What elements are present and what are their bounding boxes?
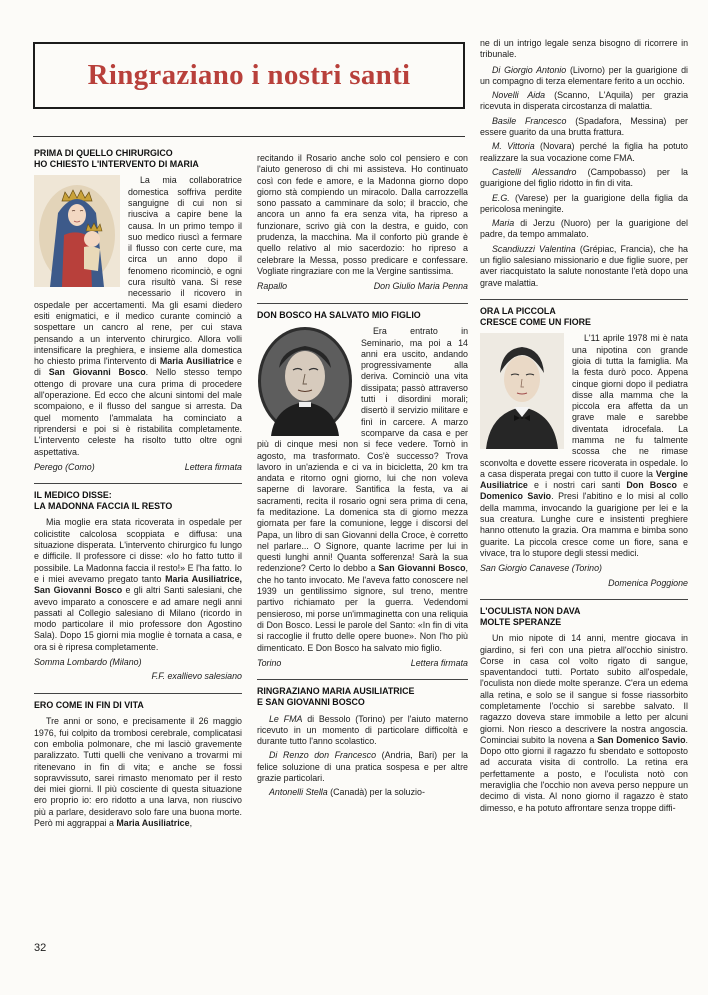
thanks-item: Castelli Alessandro (Campobasso) per la guarigione del figlio ridotto in fin di vita. — [480, 166, 688, 189]
signature — [34, 657, 242, 668]
section-heading — [257, 686, 468, 707]
story-text: La mia collaboratrice domestica soffriva perdite sanguigne di cui non si riusciva a capire bene la causa. In un primo tempo il suo medico riuscì a fermare il flusso con certe cure, ma circa un anno dopo il fenomeno ricominciò, e ogni cura risultò vana. Si rese necessario il ricovero in ospedale per accertamenti. Ma gli esami diedero esiti enigmatici, e il medico curante cominciò a sospettare un cancro al rene, per cui stava pensando a un intervento chirurgico. Allora volli intensificare la preghiera, e insieme alla domestica ho chiesto prima l'intervento di Maria Ausiliatrice e di San Giovanni Bosco. Nello stesso tempo ottengo di provare una cura prima di procedere all'operazione. Ed ecco che alcuni sintomi del male scompaiono, e il flusso del sangue si arresta. Da quel momento l'ammalata ha cominciato a riprendersi e poi si è ristabilita completamente. L'intervento celeste ha risolto tutto oltre ogni aspettativa. — [34, 175, 242, 457]
column-left — [34, 148, 242, 833]
story-chirurgico — [34, 148, 242, 473]
section-heading — [34, 490, 242, 511]
thanks-list — [257, 686, 468, 798]
madonna-child-image — [34, 175, 120, 287]
section-heading: ERO COME IN FIN DI VITA — [34, 699, 144, 710]
heading-line: IL MEDICO DISSE: — [34, 490, 112, 501]
thanks-item: Le FMA di Bessolo (Torino) per l'aiuto materno ricevuto in un momento di particolare difficoltà e durante tutto l'anno scolastico. — [257, 713, 469, 747]
divider — [480, 299, 688, 300]
story-fin-di-vita — [34, 700, 242, 830]
signature — [257, 281, 468, 292]
column-middle — [257, 153, 468, 802]
story-text: ne di un intrigo legale senza bisogno di ricorrere in tribunale. — [480, 38, 688, 60]
section-heading — [480, 306, 688, 327]
signature-place: Somma Lombardo (Milano) — [34, 657, 142, 668]
divider — [480, 599, 688, 600]
signature — [257, 658, 468, 669]
signature-place: San Giorgio Canavese (Torino) — [480, 563, 603, 574]
heading-line: PRIMA DI QUELLO CHIRURGICO — [34, 148, 173, 158]
thanks-item: Maria di Jerzu (Nuoro) per la guarigione del padre, da tempo ammalato. — [480, 218, 688, 240]
domenico-savio-portrait — [480, 333, 564, 449]
signature — [480, 578, 688, 589]
story-text: Un mio nipote di 14 anni, mentre giocava in giardino, si ferì con una pietra all'occhio sinistro. Corse in casa col volto rigato di sangue, spaventandoci tutti. Portato subito all'ospedale, l'oculista non diede molte speranze. C'era un edema alla retina, e solo se il sangue si fosse riassorbito completamente l'occhio si sarebbe salvato. Il ragazzo doveva stare immobile a letto per alcuni giorni. Non riesco a descrivere la nostra angoscia. Cominciai subito la novena a San Domenico Savio. Dopo otto giorni il ragazzo fu sbendato e sottoposto ad accurata visita di controllo. La retina era perfettamente a posto, e l'oculista notò con meraviglia che l'occhio non aveva perso neppure un decimo di vista. Al nono giorno il ragazzo è stato dimesso, e ha potuto affrontare senza troppe diffi- — [480, 633, 688, 813]
column-right — [480, 38, 688, 818]
story-piccola — [480, 306, 688, 589]
thanks-item: Novelli Aida (Scanno, L'Aquila) per grazia ricevuta in disperata circostanza di malattia. — [480, 90, 688, 112]
thanks-item: Di Giorgio Antonio (Livorno) per la guarigione di un compagno di terza elementare ferito a un occhio. — [480, 64, 688, 86]
heading-line: HO CHIESTO L'INTERVENTO DI MARIA — [34, 158, 199, 169]
story-medico — [34, 490, 242, 683]
page-title: Ringraziano i nostri santi — [87, 59, 411, 92]
signature-place: Perego (Como) — [34, 461, 95, 472]
story-text: Era entrato in Seminario, ma poi a 14 anni era uscito, andando progressivamente alla deriva. Cominciò una vita dissipata; passò attraverso tutti i disordini morali; disertò il servizio militare e finì in carcere. A marzo scomparve da casa e per più di cinque mesi non si fece vedere. Tornò in agosto, ma trasformato. Cos'è successo? Trova lavoro in un'azienda e ci va in bicicletta, 20 km tra andata e ritorno ogni giorno, lui che non voleva saperne di lavorare. Santifica la festa, va ai sacramenti, recita il rosario ogni sera prima di cena, fa meditazione. La domenica sta di giorno mezza giornata per fare la comunione, legge i discorsi del Papa, un libro di san Giovanni della Croce, è corretto nel parlare... O Signore, quante lacrime per lui in questi lunghi anni! Quanta sofferenza! Sarà la sua redenzione? Certo lo debbo a San Giovanni Bosco, che ho tanto invocato. Me l'aveva fatto conoscere nel 1939 un gentilissimo signore, sul treno, mentre partivo richiamato per la guerra. Vedendomi pensieroso, mi porse un'immaginetta con una reliquia di Don Bosco. Lessi le parole del Santo: «In fin di vita si raccoglie il frutto delle opere buone». Non l'ho più dimenticato. E Don Bosco ha salvato mio figlio. — [257, 326, 468, 653]
page-number: 32 — [34, 942, 47, 954]
signature — [34, 462, 242, 473]
signature-place: Rapallo — [257, 281, 288, 292]
signature-name: F.F. exallievo salesiano — [151, 671, 242, 682]
title-box — [33, 42, 465, 109]
signature-name: Lettera firmata — [410, 657, 468, 668]
heading-line: MOLTE SPERANZE — [480, 616, 562, 627]
don-bosco-portrait — [257, 326, 353, 436]
section-heading: DON BOSCO HA SALVATO MIO FIGLIO — [257, 309, 421, 320]
thanks-item: Scandiuzzi Valentina (Grépiac, Francia), che ha un figlio salesiano missionario e due figlie suore, per aver riacquistato la salute nonostante l'età dopo una grave malattia. — [480, 243, 688, 288]
heading-line: L'OCULISTA NON DAVA — [480, 605, 581, 616]
heading-line: CRESCE COME UN FIORE — [480, 316, 591, 327]
story-text: Tre anni or sono, e precisamente il 26 maggio 1976, fui colpito da trombosi cerebrale, complicatasi con embolia polmonare, che mi lasciò gravemente paralizzato. Tutti quelli che venivano a trovarmi mi ritenevano in fin di vita; e anche se fossi sopravvissuto, sarei rimasto menomato per il resto dei miei giorni. Il più cosciente di questa situazione ero proprio io: ero ridotto a una larva, non riuscivo più a parlare, desideravo solo fare una buona morte. Però mi aggrappai a Maria Ausiliatrice, — [34, 716, 242, 828]
heading-line: E SAN GIOVANNI BOSCO — [257, 696, 365, 707]
story-text: L'11 aprile 1978 mi è nata una nipotina con grande gioia di tutta la famiglia. Ma la festa durò poco. Appena cinque giorni dopo il pediatra disse alla mamma che la piccola era affetta da un grave male e sarebbe diventata idrocefala. La mamma ne fu talmente scossa che ne rimase sconvolta e dovette essere ricoverata in ospedale. Io a casa disperata pregai con tutto il cuore la Vergine Ausiliatrice e i nostri cari santi Don Bosco e Domenico Savio. Presi l'abitino e lo misi al collo della mamma, invocando la guarigione per lei e la sua creatura. Lunghe cure e insistenti preghiere hanno ottenuto la grazia. Ora mamma e bimba sono guarite. La piccola cresce come un fiore, sana e vivace, tra lo stupore degli stessi medici. — [480, 333, 689, 558]
thanks-item: E.G. (Varese) per la guarigione della figlia da pericolosa meningite. — [480, 192, 688, 214]
thanks-item: Di Renzo don Francesco (Andria, Bari) per la felice soluzione di una pratica sospesa e per altre grazie particolari. — [257, 750, 468, 784]
heading-line: LA MADONNA FACCIA IL RESTO — [34, 500, 173, 511]
section-heading — [34, 148, 242, 169]
story-text: Mia moglie era stata ricoverata in ospedale per colicistite calcolosa scoppiata e diffusa: una situazione disperata. L'intervento chirurgico fu lungo e difficile. Il professore ci disse: «Io ho fatto tutto il possibile. La Madonna faccia il resto!» E l'ha fatto. Io e i miei avevamo pregato tanto Maria Ausiliatrice, San Giovanni Bosco e gli altri Santi salesiani, che avevo imparato a conoscere e ad amare negli anni passati al Collegio salesiano di Milano (ricordo in modo particolare il mio professore don Agostino Sala). Dopo 15 giorni mia moglie è tornata a casa, e ora si è ripresa completamente. — [34, 517, 242, 652]
thanks-item: Antonelli Stella (Canadà) per la soluzio- — [269, 787, 425, 798]
divider — [257, 679, 468, 680]
signature — [34, 671, 242, 682]
signature-name: Domenica Poggione — [608, 577, 688, 588]
story-don-bosco — [257, 310, 468, 670]
story-oculista — [480, 606, 688, 814]
signature-place: Torino — [257, 657, 282, 668]
signature — [480, 563, 688, 574]
signature-name: Lettera firmata — [184, 461, 242, 472]
signature-name: Don Giulio Maria Penna — [373, 281, 468, 292]
thanks-item: M. Vittoria (Novara) perché la figlia ha potuto realizzare la sua vocazione come FMA. — [480, 141, 688, 163]
divider — [34, 483, 242, 484]
thanks-item: Basile Francesco (Spadafora, Messina) per essere guarito da una brutta frattura. — [480, 115, 688, 138]
heading-line: RINGRAZIANO MARIA AUSILIATRICE — [257, 686, 415, 697]
section-heading — [480, 606, 688, 627]
story-text: recitando il Rosario anche solo col pensiero e con l'aiuto generoso di chi mi assisteva. Ho continuato così con fede e amore, e la Madonna giorno dopo giorno stà compiendo un miracolo. Dalla carrozzella sono passato a camminare da solo; il braccio, che ancora un anno fa era senza vita, ha ripreso a funzionare, scrivo già con la destra, e guido, con prudenza, la macchina. Ma il conforto più grande è quello relativo al mio sacerdozio: ho ripreso a celebrare la Messa, posso predicare e confessare. Vogliate ringraziare con me la Vergine santissima. — [257, 153, 468, 276]
divider — [34, 693, 242, 694]
heading-line: ORA LA PICCOLA — [480, 305, 556, 316]
title-rule — [33, 136, 465, 137]
divider — [257, 303, 468, 304]
